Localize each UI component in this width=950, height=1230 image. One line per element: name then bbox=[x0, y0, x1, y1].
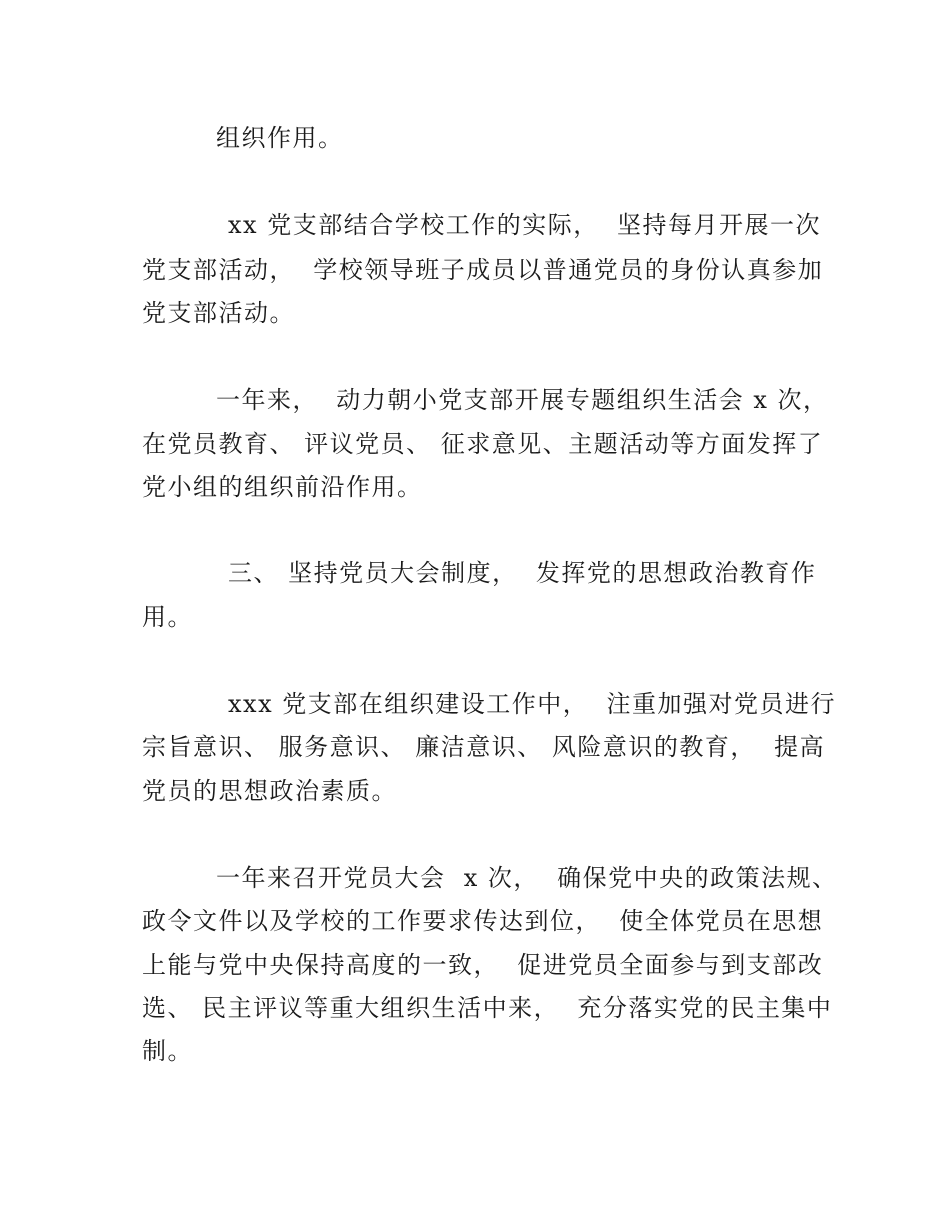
paragraph-4-line-1: 三、 坚持党员大会制度， 发挥党的思想政治教育作 bbox=[228, 559, 817, 587]
paragraph-6-line-3: 上能与党中央保持高度的一致， 促进党员全面参与到支部改 bbox=[142, 951, 824, 979]
paragraph-3-line-2: 在党员教育、 评议党员、 征求意见、主题活动等方面发挥了 bbox=[142, 430, 824, 458]
paragraph-6-line-2: 政令文件以及学校的工作要求传达到位， 使全体党员在思想 bbox=[142, 907, 824, 935]
paragraph-6-line-5: 制。 bbox=[142, 1037, 193, 1065]
paragraph-5-line-3: 党员的思想政治素质。 bbox=[142, 777, 397, 805]
paragraph-6-line-4: 选、 民主评议等重大组织生活中来， 充分落实党的民主集中 bbox=[142, 994, 833, 1022]
paragraph-2-line-1: xx 党支部结合学校工作的实际， 坚持每月开展一次 bbox=[228, 211, 821, 239]
paragraph-2-line-2: 党支部活动， 学校领导班子成员以普通党员的身份认真参加 bbox=[142, 256, 824, 284]
paragraph-4-line-2: 用。 bbox=[142, 603, 193, 631]
paragraph-6-line-1: 一年来召开党员大会 x 次， 确保党中央的政策法规、 bbox=[216, 864, 838, 892]
paragraph-3-line-1: 一年来， 动力朝小党支部开展专题组织生活会 x 次， bbox=[216, 386, 829, 414]
paragraph-3-line-3: 党小组的组织前沿作用。 bbox=[142, 473, 423, 501]
paragraph-2-line-3: 党支部活动。 bbox=[142, 299, 295, 327]
paragraph-5-line-2: 宗旨意识、 服务意识、 廉洁意识、 风险意识的教育， 提高 bbox=[142, 733, 826, 761]
paragraph-1-line-1: 组织作用。 bbox=[216, 124, 344, 152]
paragraph-5-line-1: xxx 党支部在组织建设工作中， 注重加强对党员进行 bbox=[228, 690, 836, 718]
